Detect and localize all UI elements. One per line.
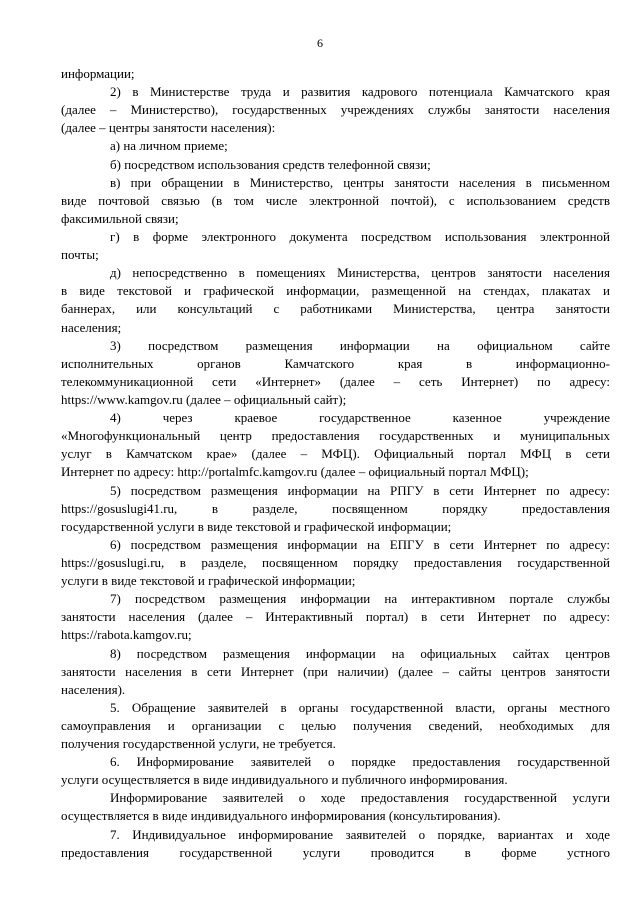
text-line: https://www.kamgov.ru (далее – официальный сайт); <box>61 391 347 407</box>
text-line: https://gosuslugi.ru, в разделе, посвященном порядку предоставления государственной <box>61 554 610 570</box>
text-line: 2) в Министерстве труда и развития кадрового потенциала Камчатского края <box>110 84 610 100</box>
text-line: а) на личном приеме; <box>110 138 228 154</box>
text-line: занятости населения в сети Интернет (при наличии) (далее – сайты центров занятости <box>61 663 610 679</box>
text-line: Информирование заявителей о ходе предоставления государственной услуги <box>110 790 610 806</box>
text-line: 4) через краевое государственное казенное учреждение <box>110 410 610 426</box>
text-line: факсимильной связи; <box>61 210 179 226</box>
text-line: баннерах, или консультаций с работниками Министерства, центра занятости <box>61 301 610 317</box>
text-line: д) непосредственно в помещениях Министерства, центров занятости населения <box>110 265 610 281</box>
text-line: https://rabota.kamgov.ru; <box>61 627 192 643</box>
text-line: 6) посредством размещения информации на ЕПГУ в сети Интернет по адресу: <box>110 536 610 552</box>
text-line: «Многофункциональный центр предоставления государственных и муниципальных <box>61 428 610 444</box>
text-line: б) посредством использования средств телефонной связи; <box>110 156 431 172</box>
text-line: самоуправления и организации с целью получения сведений, необходимых для <box>61 717 610 733</box>
text-line: исполнительных органов Камчатского края в информационно- <box>61 355 610 371</box>
text-line: (далее – центры занятости населения): <box>61 120 276 136</box>
text-line: https://gosuslugi41.ru, в разделе, посвященном порядку предоставления <box>61 500 610 516</box>
text-line: информации; <box>61 66 135 81</box>
text-line: осуществляется в виде индивидуального информирования (консультирования). <box>61 808 501 824</box>
text-line: 6. Информирование заявителей о порядке предоставления государственной <box>110 754 610 770</box>
text-line: 3) посредством размещения информации на официальном сайте <box>110 337 610 353</box>
text-line: виде почтовой связью (в том числе электронной почтой), с использованием средств <box>61 192 610 208</box>
text-line: услуги в виде текстовой и графической информации; <box>61 573 356 589</box>
text-line: предоставления государственной услуги проводится в форме устного <box>61 844 610 860</box>
text-line: населения). <box>61 681 126 697</box>
text-line: (далее – Министерство), государственных учреждениях службы занятости населения <box>61 102 610 118</box>
text-line: государственной услуги в виде текстовой и графической информации; <box>61 518 452 534</box>
document-body <box>61 65 610 862</box>
text-line: г) в форме электронного документа посредством использования электронной <box>110 228 610 244</box>
page-number: 6 <box>317 36 323 50</box>
text-line: 7) посредством размещения информации на интерактивном портале службы <box>110 591 610 607</box>
text-line: почты; <box>61 247 99 263</box>
text-line: 7. Индивидуальное информирование заявителей о порядке, вариантах и ходе <box>110 826 610 842</box>
text-line: Интернет по адресу: http://portalmfc.kamgov.ru (далее – официальный портал МФЦ); <box>61 464 529 480</box>
text-line: телекоммуникационной сети «Интернет» (далее – сеть Интернет) по адресу: <box>61 373 610 389</box>
text-line: занятости населения (далее – Интерактивный портал) в сети Интернет по адресу: <box>61 609 610 625</box>
text-line: населения; <box>61 319 122 335</box>
text-line: получения государственной услуги, не требуется. <box>61 736 336 752</box>
text-line: в виде текстовой и графической информации, размещенной на стендах, плакатах и <box>61 283 610 299</box>
text-line: в) при обращении в Министерство, центры занятости населения в письменном <box>110 174 610 190</box>
text-line: 8) посредством размещения информации на официальных сайтах центров <box>110 645 610 661</box>
text-line: 5. Обращение заявителей в органы государственной власти, органы местного <box>110 699 610 715</box>
text-line: услуг в Камчатском крае» (далее – МФЦ). Официальный портал МФЦ в сети <box>61 446 610 462</box>
text-line: услуги осуществляется в виде индивидуального и публичного информирования. <box>61 772 508 788</box>
text-line: 5) посредством размещения информации на РПГУ в сети Интернет по адресу: <box>110 482 610 498</box>
